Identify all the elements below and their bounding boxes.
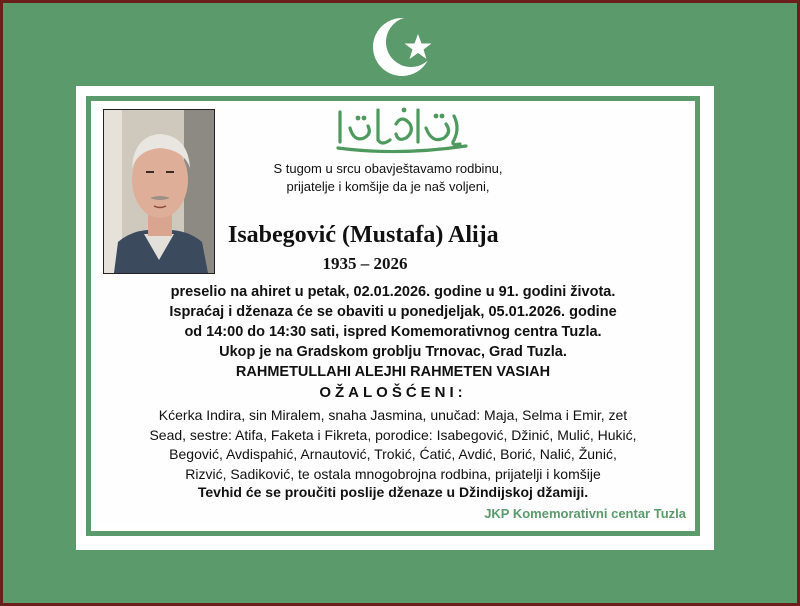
life-years: 1935 – 2026 [322, 254, 408, 273]
portrait-photo [103, 109, 215, 274]
arabic-calligraphy [328, 98, 476, 156]
detail-line: Ukop je na Gradskom groblju Trnovac, Grad Tuzla. [219, 344, 567, 360]
detail-line: preselio na ahiret u petak, 02.01.2026. godine u 91. godini života. [170, 284, 616, 300]
intro-line: S tugom u srcu obavještavamo rodbinu, [273, 161, 503, 176]
mourners-line: Begović, Avdispahić, Arnautović, Trokić, Ćatić, Avdić, Borić, Nalić, Žunić, [169, 446, 617, 462]
mourners-line: Sead, sestre: Atifa, Faketa i Fikreta, porodice: Isabegović, Džinić, Mulić, Hukić, [149, 426, 637, 443]
publisher-signature: JKP Komemorativni centar Tuzla [484, 506, 686, 521]
intro-text [238, 160, 538, 196]
mourners-title: OŽALOŠĆENI: [319, 384, 467, 401]
deceased-name: Isabegović (Mustafa) Alija [228, 222, 499, 248]
tevhid-note: Tevhid će se proučiti poslije dženaze u Džindijskoj džamiji. [197, 484, 589, 500]
detail-line: od 14:00 do 14:30 sati, ispred Komemorativnog centra Tuzla. [184, 324, 602, 340]
mourners-line: Kćerka Indira, sin Miralem, snaha Jasmina, unučad: Maja, Selma i Emir, zet [158, 407, 628, 423]
funeral-details [96, 282, 690, 382]
detail-line: Ispraćaj i dženaza će se obaviti u ponedjeljak, 05.01.2026. godine [169, 304, 617, 320]
intro-line: prijatelje i komšije da je naš voljeni, [286, 179, 490, 194]
prayer-line: RAHMETULLAHI ALEJHI RAHMETEN VASIAH [235, 364, 551, 380]
mourners-list [100, 406, 686, 484]
crescent-star-icon [372, 12, 438, 82]
mourners-line: Rizvić, Sadiković, te ostala mnogobrojna rodbina, prijatelji i komšije [185, 465, 601, 482]
